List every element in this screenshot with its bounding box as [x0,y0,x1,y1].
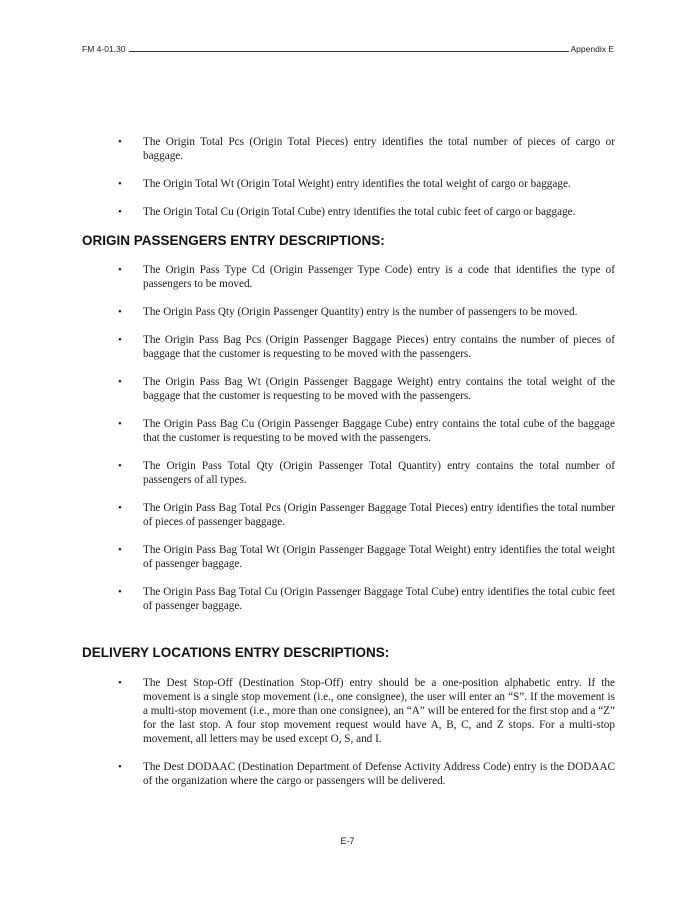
list-item: • The Origin Pass Bag Total Cu (Origin Passenger Baggage Total Cube) entry identifies the total cubic feet of passenger baggage. [118,586,615,612]
list-item: • The Origin Total Pcs (Origin Total Pieces) entry identifies the total number of pieces of cargo or baggage. [118,136,615,162]
list-item: • The Origin Pass Type Cd (Origin Passenger Type Code) entry is a code that identifies the type of passengers to be moved. [118,264,615,290]
header-rule [129,51,568,52]
list-item: • The Origin Pass Bag Total Pcs (Origin Passenger Baggage Total Pieces) entry identifies the total number of pieces of passenger baggage. [118,502,615,528]
cargo-totals-list [115,135,615,233]
header-right: Appendix E [570,44,614,54]
list-item: • The Origin Pass Bag Total Wt (Origin Passenger Baggage Total Weight) entry identifies the total weight of passenger baggage. [118,544,615,570]
bullet-icon: • [118,677,122,689]
bullet-icon: • [118,376,122,388]
list-item: • The Origin Pass Bag Wt (Origin Passenger Baggage Weight) entry contains the total weight of the baggage that the customer is requesting to be moved with the passengers. [118,376,615,402]
bullet-icon: • [118,544,122,556]
bullet-icon: • [118,206,122,218]
list-item: • The Origin Total Wt (Origin Total Weight) entry identifies the total weight of cargo or baggage. [118,178,571,190]
header-left: FM 4-01.30 [82,44,126,54]
bullet-icon: • [118,502,122,514]
page-header [82,40,614,54]
list-item: • The Origin Total Cu (Origin Total Cube) entry identifies the total cubic feet of cargo or baggage. [118,206,576,218]
list-item: • The Dest DODAAC (Destination Department of Defense Activity Address Code) entry is the DODAAC of the organization where the cargo or passengers will be delivered. [118,761,615,787]
list-item: • The Origin Pass Bag Cu (Origin Passenger Baggage Cube) entry contains the total cube of the baggage that the customer is requesting to be moved with the passengers. [118,418,615,444]
bullet-icon: • [118,334,122,346]
bullet-icon: • [118,136,122,148]
list-item: • The Origin Pass Total Qty (Origin Passenger Total Quantity) entry contains the total number of passengers of all types. [118,460,615,486]
bullet-icon: • [118,586,122,598]
list-item: • The Dest Stop-Off (Destination Stop-Off) entry should be a one-position alphabetic entry. If the movement is a single stop movement (i.e., one consignee), the user will enter an “S”. If the movement is a multi-stop movement (i.e., more than one consignee), an “A” will be entered for the first stop and a “Z” for the last stop. A four stop movement request would have A, B, C, and Z stops. For a multi-stop movement, all letters may be used except O, S, and I. [118,677,615,745]
page-number: E-7 [340,836,355,846]
section-heading-origin-passengers: ORIGIN PASSENGERS ENTRY DESCRIPTIONS: [82,233,385,248]
bullet-icon: • [118,306,122,318]
origin-passengers-list [115,263,615,627]
bullet-icon: • [118,178,122,190]
bullet-icon: • [118,264,122,276]
bullet-icon: • [118,761,122,773]
delivery-locations-list [115,676,615,802]
list-item: • The Origin Pass Bag Pcs (Origin Passenger Baggage Pieces) entry contains the number of pieces of baggage that the customer is requesting to be moved with the passengers. [118,334,615,360]
list-item: • The Origin Pass Qty (Origin Passenger Quantity) entry is the number of passengers to be moved. [118,306,578,318]
section-heading-delivery-locations: DELIVERY LOCATIONS ENTRY DESCRIPTIONS: [82,645,390,660]
bullet-icon: • [118,418,122,430]
bullet-icon: • [118,460,122,472]
